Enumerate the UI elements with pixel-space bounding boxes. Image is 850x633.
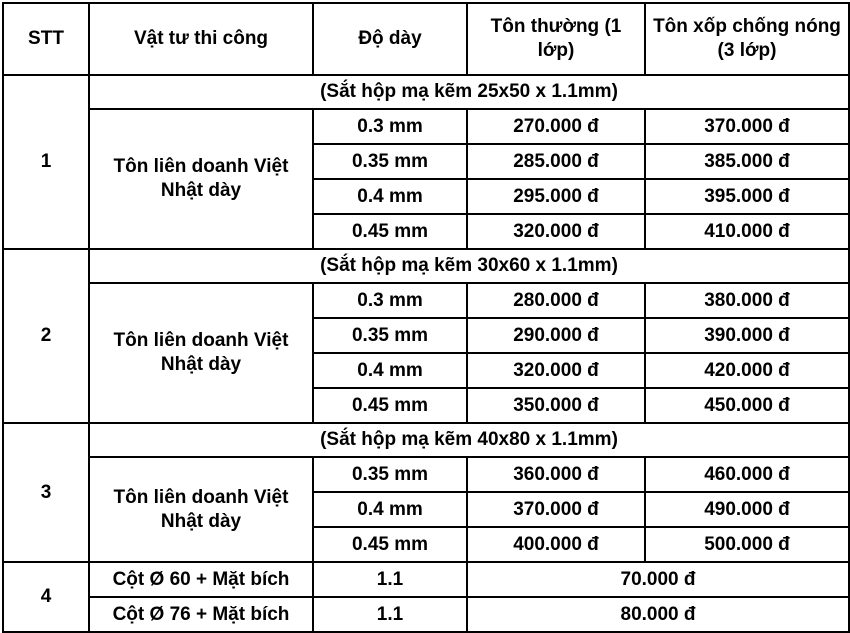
table-row <box>3 423 849 457</box>
insulated-price-cell: 490.000 đ <box>645 492 849 527</box>
insulated-price-cell: 390.000 đ <box>645 318 849 353</box>
header-insulated-price: Tôn xốp chống nóng (3 lớp) <box>645 3 849 75</box>
thickness-cell: 0.45 mm <box>313 214 467 249</box>
thickness-cell: 0.45 mm <box>313 388 467 423</box>
item-cell: Cột Ø 60 + Mặt bích <box>89 562 313 597</box>
table-row <box>3 249 849 283</box>
price-cell: 80.000 đ <box>467 597 849 632</box>
thickness-cell: 1.1 <box>313 562 467 597</box>
thickness-cell: 0.3 mm <box>313 109 467 144</box>
table-row <box>3 283 849 318</box>
frame-spec-cell: (Sắt hộp mạ kẽm 40x80 x 1.1mm) <box>89 423 849 457</box>
price-table <box>2 2 850 633</box>
header-thickness: Độ dày <box>313 3 467 75</box>
regular-price-cell: 295.000 đ <box>467 179 645 214</box>
insulated-price-cell: 420.000 đ <box>645 353 849 388</box>
regular-price-cell: 285.000 đ <box>467 144 645 179</box>
thickness-cell: 0.4 mm <box>313 492 467 527</box>
regular-price-cell: 370.000 đ <box>467 492 645 527</box>
material-cell: Tôn liên doanh Việt Nhật dày <box>89 457 313 562</box>
regular-price-cell: 400.000 đ <box>467 527 645 562</box>
material-cell: Tôn liên doanh Việt Nhật dày <box>89 283 313 423</box>
table-row <box>3 75 849 109</box>
stt-cell: 4 <box>3 562 89 632</box>
table-row <box>3 562 849 597</box>
material-cell: Tôn liên doanh Việt Nhật dày <box>89 109 313 249</box>
insulated-price-cell: 460.000 đ <box>645 457 849 492</box>
stt-cell: 1 <box>3 75 89 249</box>
thickness-cell: 0.3 mm <box>313 283 467 318</box>
insulated-price-cell: 500.000 đ <box>645 527 849 562</box>
insulated-price-cell: 370.000 đ <box>645 109 849 144</box>
thickness-cell: 0.35 mm <box>313 457 467 492</box>
frame-spec-cell: (Sắt hộp mạ kẽm 25x50 x 1.1mm) <box>89 75 849 109</box>
regular-price-cell: 350.000 đ <box>467 388 645 423</box>
regular-price-cell: 360.000 đ <box>467 457 645 492</box>
insulated-price-cell: 450.000 đ <box>645 388 849 423</box>
price-cell: 70.000 đ <box>467 562 849 597</box>
stt-cell: 2 <box>3 249 89 423</box>
insulated-price-cell: 385.000 đ <box>645 144 849 179</box>
item-cell: Cột Ø 76 + Mặt bích <box>89 597 313 632</box>
regular-price-cell: 320.000 đ <box>467 353 645 388</box>
thickness-cell: 0.35 mm <box>313 144 467 179</box>
table-row <box>3 109 849 144</box>
thickness-cell: 0.4 mm <box>313 179 467 214</box>
thickness-cell: 0.35 mm <box>313 318 467 353</box>
table-row <box>3 597 849 632</box>
regular-price-cell: 320.000 đ <box>467 214 645 249</box>
thickness-cell: 0.45 mm <box>313 527 467 562</box>
thickness-cell: 1.1 <box>313 597 467 632</box>
insulated-price-cell: 395.000 đ <box>645 179 849 214</box>
stt-cell: 3 <box>3 423 89 562</box>
header-stt: STT <box>3 3 89 75</box>
insulated-price-cell: 380.000 đ <box>645 283 849 318</box>
regular-price-cell: 280.000 đ <box>467 283 645 318</box>
header-regular-price: Tôn thường (1 lớp) <box>467 3 645 75</box>
header-material: Vật tư thi công <box>89 3 313 75</box>
thickness-cell: 0.4 mm <box>313 353 467 388</box>
regular-price-cell: 270.000 đ <box>467 109 645 144</box>
table-row <box>3 457 849 492</box>
insulated-price-cell: 410.000 đ <box>645 214 849 249</box>
header-row <box>3 3 849 75</box>
regular-price-cell: 290.000 đ <box>467 318 645 353</box>
frame-spec-cell: (Sắt hộp mạ kẽm 30x60 x 1.1mm) <box>89 249 849 283</box>
